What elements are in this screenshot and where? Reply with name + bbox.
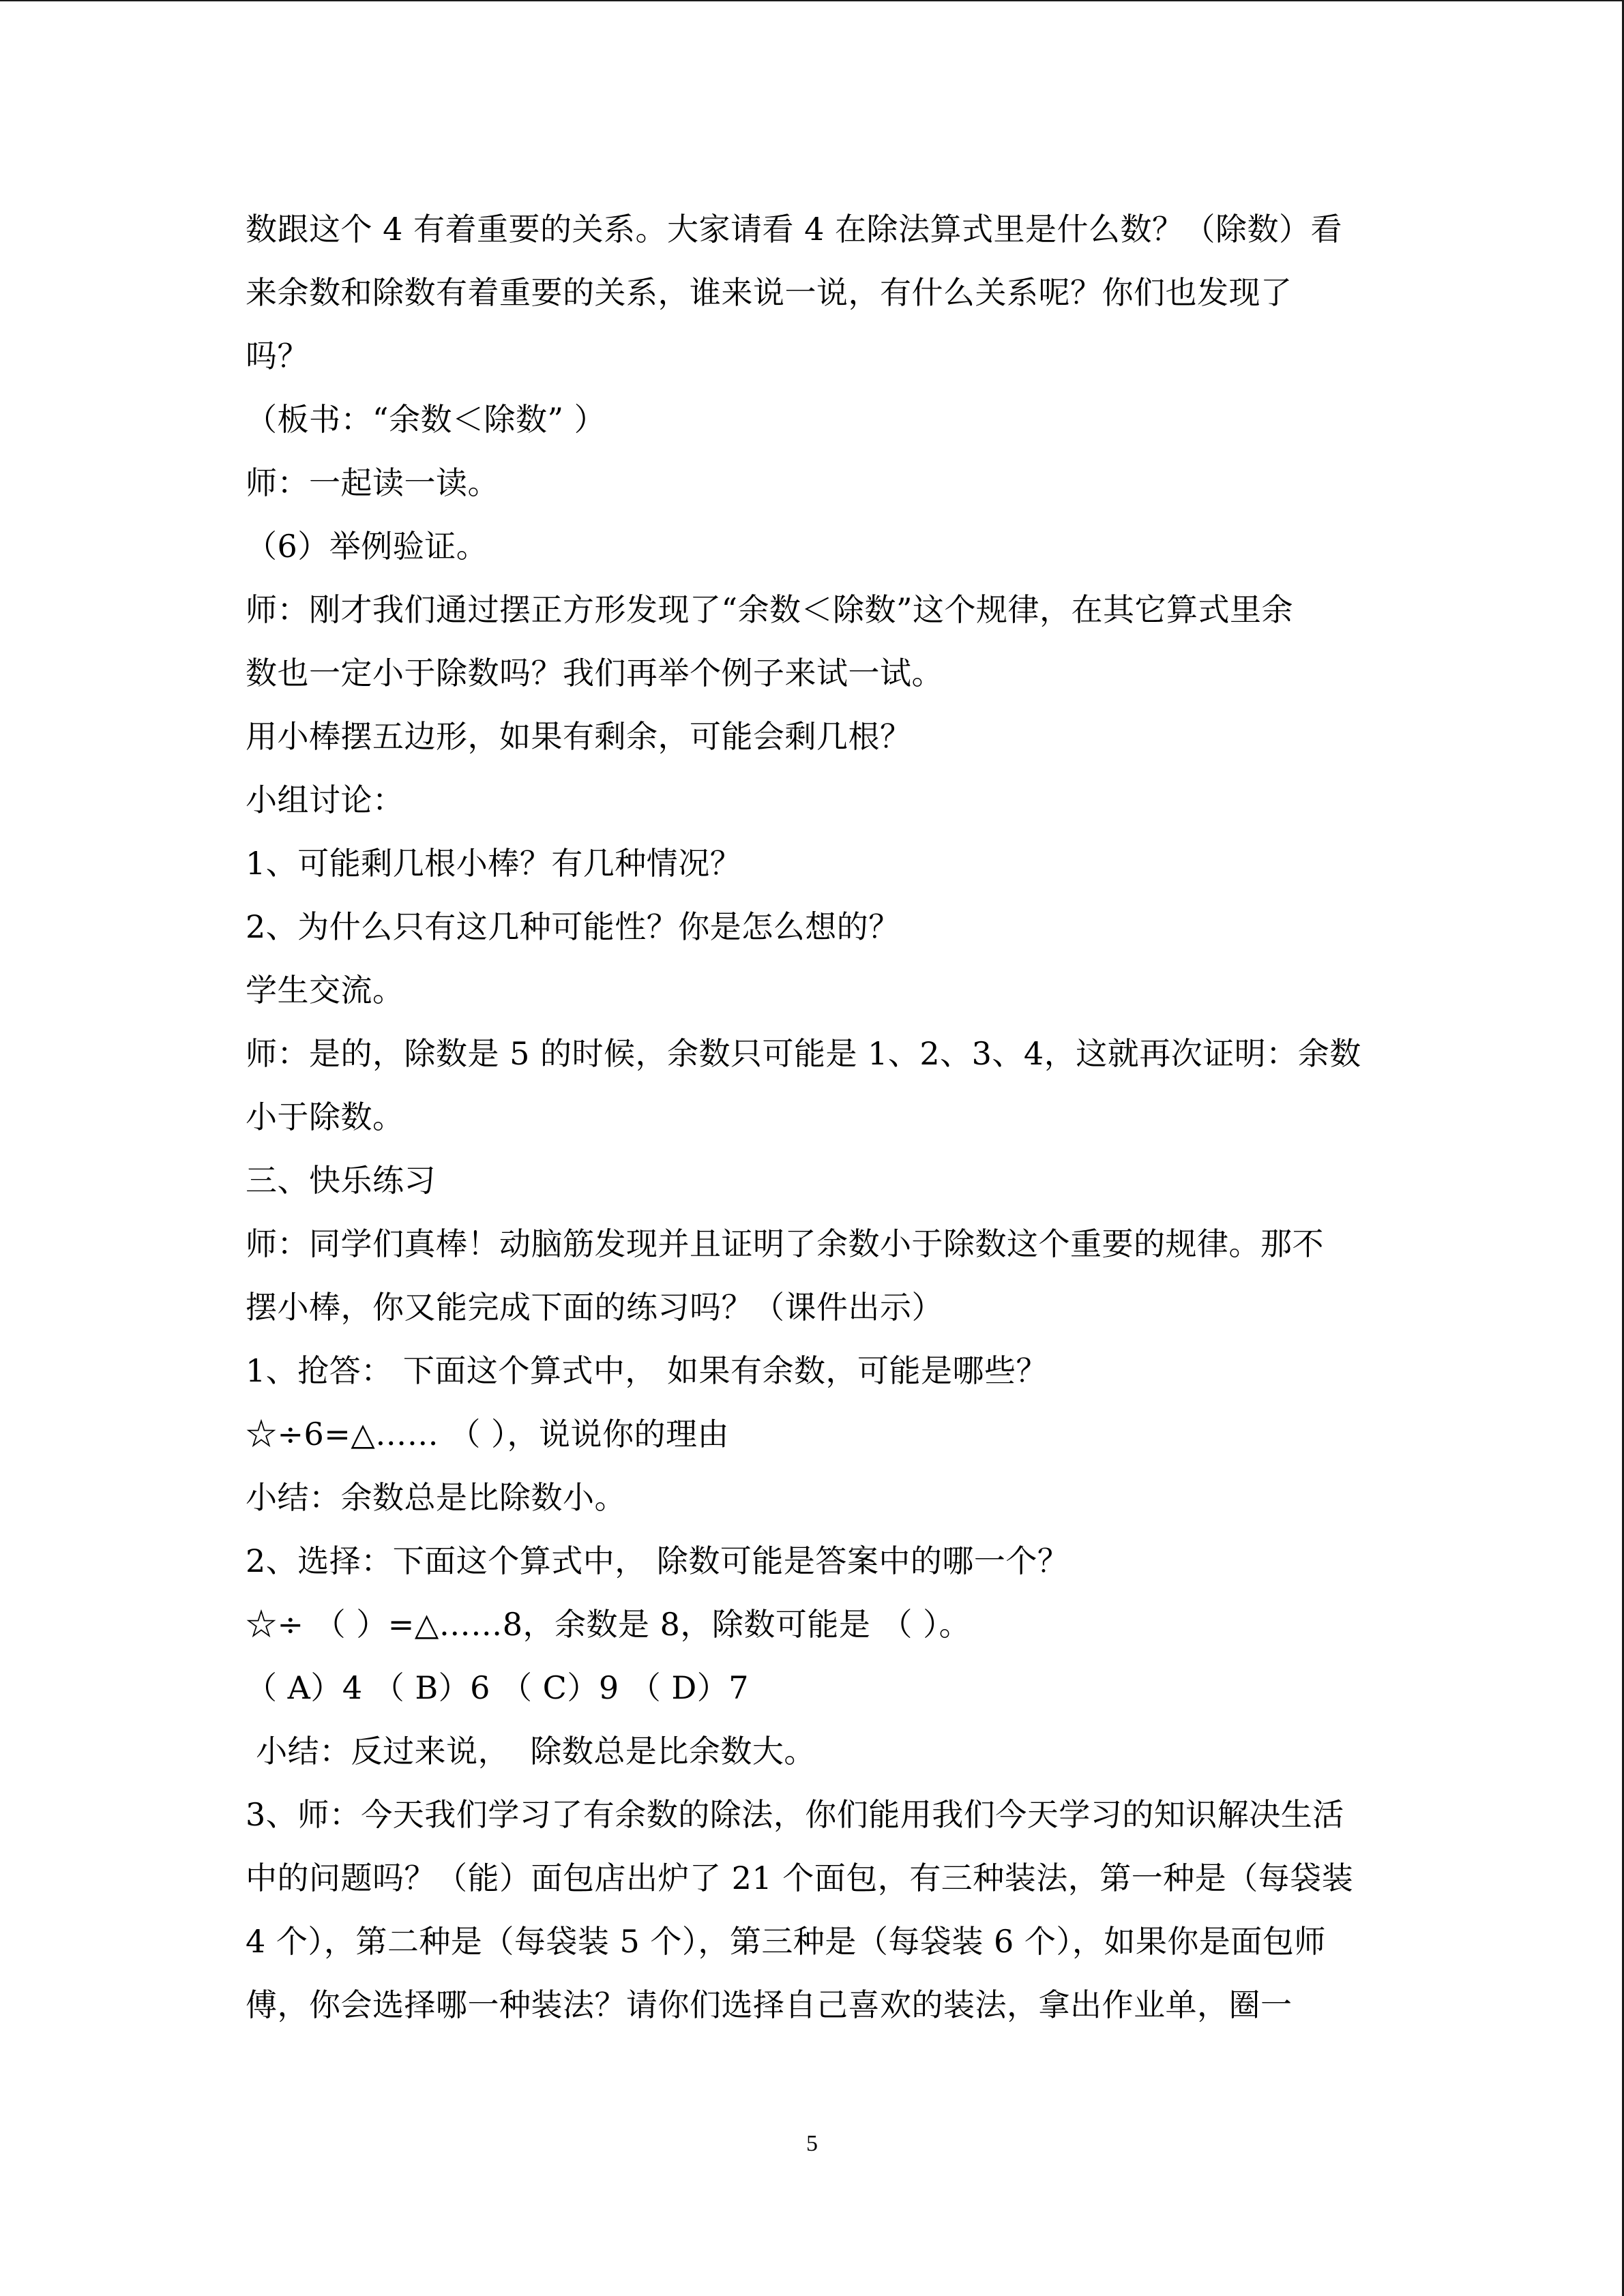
text-line: 1、抢答： 下面这个算式中， 如果有余数，可能是哪些？	[246, 1352, 1048, 1389]
section-heading: 三、快乐练习	[246, 1162, 436, 1199]
text-line: 傅，你会选择哪一种装法？请你们选择自己喜欢的装法，拿出作业单，圈一	[246, 1986, 1293, 2023]
text-line: ☆÷6=△…… （ ），说说你的理由	[246, 1416, 729, 1452]
text-line: 师：刚才我们通过摆正方形发现了“余数＜除数”这个规律，在其它算式里余	[246, 591, 1294, 628]
document-body	[246, 198, 1391, 2037]
text-line: 数跟这个 4 有着重要的关系。大家请看 4 在除法算式里是什么数？（除数）看	[246, 211, 1343, 248]
text-line: 用小棒摆五边形，如果有剩余，可能会剩几根？	[246, 718, 912, 755]
text-line: 3、师：今天我们学习了有余数的除法，你们能用我们今天学习的知识解决生活	[246, 1796, 1344, 1833]
text-line: （板书：“余数＜除数” ）	[246, 401, 606, 438]
text-line: 数也一定小于除数吗？我们再举个例子来试一试。	[246, 655, 943, 691]
text-line: 2、为什么只有这几种可能性？你是怎么想的？	[246, 908, 900, 945]
text-line: 师：是的，除数是 5 的时候，余数只可能是 1、2、3、4，这就再次证明：余数	[246, 1035, 1361, 1072]
text-line: 小结：反过来说， 除数总是比余数大。	[246, 1733, 816, 1770]
text-line: 2、选择：下面这个算式中， 除数可能是答案中的哪一个？	[246, 1542, 1069, 1579]
text-line: 小结：余数总是比除数小。	[246, 1479, 626, 1516]
text-line: 1、可能剩几根小棒？有几种情况？	[246, 845, 742, 882]
text-line: 中的问题吗？（能）面包店出炉了 21 个面包，有三种装法，第一种是（每袋装	[246, 1860, 1354, 1896]
text-line: ☆÷ （ ）=△……8，余数是 8，除数可能是 （ ）。	[246, 1606, 971, 1643]
text-line: 4 个），第二种是（每袋装 5 个），第三种是（每袋装 6 个），如果你是面包师	[246, 1923, 1326, 1960]
text-line: 吗？	[246, 338, 309, 374]
page-number: 5	[806, 2131, 818, 2156]
text-line: 来余数和除数有着重要的关系，谁来说一说，有什么关系呢？你们也发现了	[246, 274, 1293, 311]
text-line: 小组讨论：	[246, 781, 404, 818]
top-border	[0, 0, 1624, 1]
text-line: 摆小棒，你又能完成下面的练习吗？（课件出示）	[246, 1289, 943, 1326]
text-line: 师：一起读一读。	[246, 464, 499, 501]
text-line: 师：同学们真棒！动脑筋发现并且证明了余数小于除数这个重要的规律。那不	[246, 1225, 1324, 1262]
text-line: 小于除数。	[246, 1099, 404, 1135]
text-line: 学生交流。	[246, 972, 404, 1009]
text-line: （6）举例验证。	[246, 528, 488, 565]
text-line: （ A）4 （ B）6 （ C）9 （ D）7	[246, 1669, 750, 1706]
